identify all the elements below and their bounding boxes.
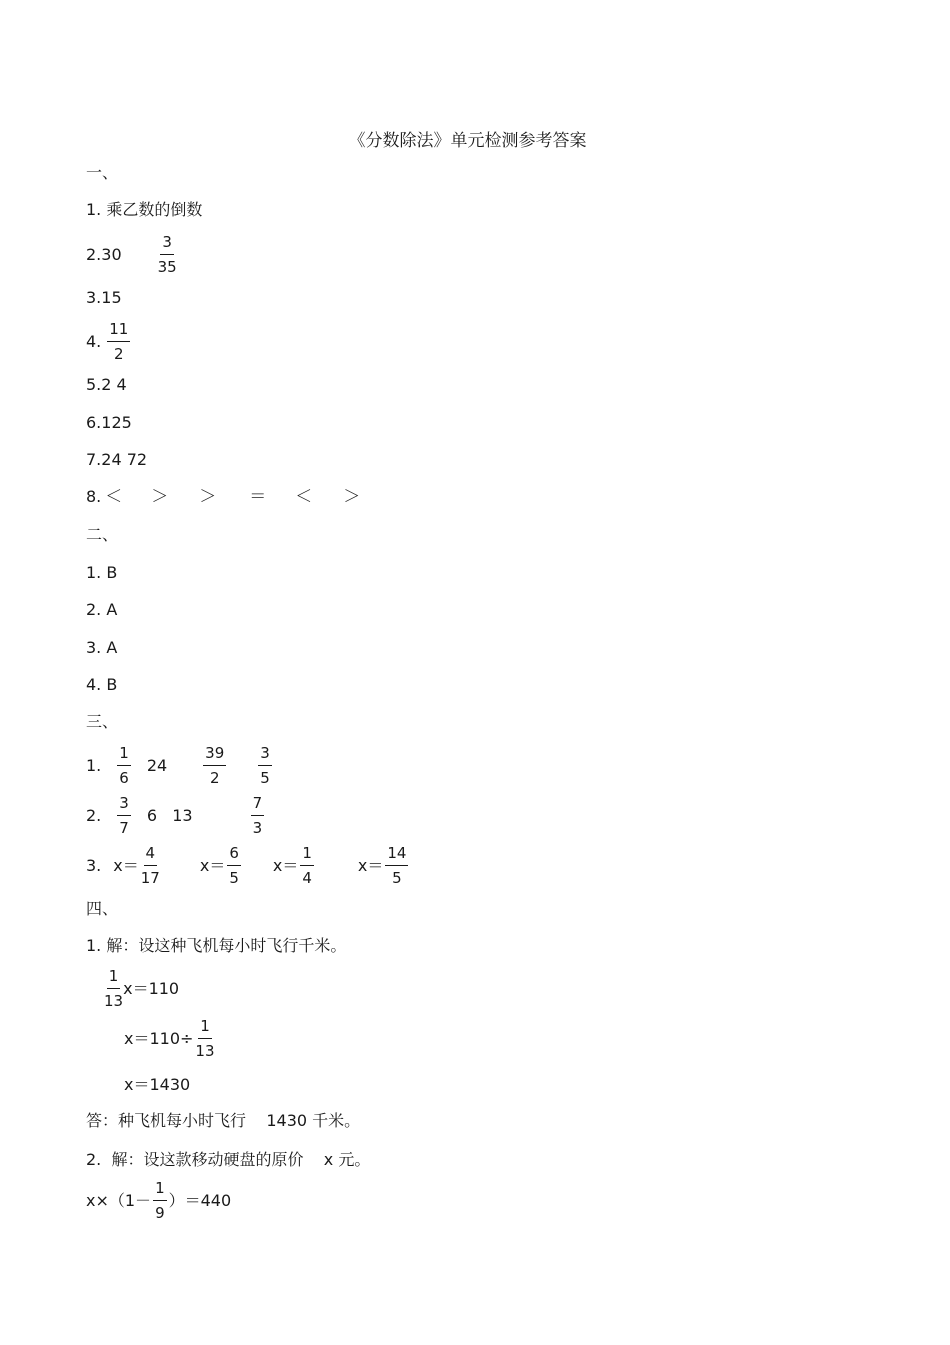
answer-1-6: 6.125 xyxy=(86,413,132,432)
answer-1-8-prefix: 8. xyxy=(86,487,102,506)
fraction-numerator: 3 xyxy=(258,745,272,766)
fraction-denominator: 5 xyxy=(229,869,239,887)
fraction-denominator: 2 xyxy=(114,345,124,363)
fraction-denominator: 7 xyxy=(119,819,129,837)
comparison-symbol: ＜ xyxy=(105,487,123,507)
answer-3-2 xyxy=(86,795,266,837)
answer-3-3 xyxy=(86,845,410,887)
fraction xyxy=(385,845,408,887)
fraction-denominator: 5 xyxy=(260,769,270,787)
fraction-numerator: 14 xyxy=(385,845,408,866)
fraction-denominator: 17 xyxy=(140,869,160,887)
answer-3-1 xyxy=(86,745,274,787)
fraction-numerator: 1 xyxy=(300,845,314,866)
fraction-numerator: 3 xyxy=(117,795,131,816)
fraction-denominator: 6 xyxy=(119,769,129,787)
problem-1-answer: 答：种飞机每小时飞行 1430 千米。 xyxy=(86,1111,361,1130)
fraction-numerator: 4 xyxy=(144,845,158,866)
fraction-denominator: 5 xyxy=(392,869,402,887)
comparison-symbol: ＞ xyxy=(199,487,217,507)
equation-text: x＝110 xyxy=(123,979,180,998)
fraction-numerator: 1 xyxy=(153,1180,167,1201)
comparison-symbol: ＝ xyxy=(249,487,267,507)
fraction-numerator: 1 xyxy=(198,1018,212,1039)
fraction-denominator: 35 xyxy=(157,258,177,276)
section-1-heading: 一、 xyxy=(86,163,119,182)
comparison-symbol: ＜ xyxy=(295,487,313,507)
answer-3-1-value: 24 xyxy=(146,756,168,775)
fraction-numerator: 7 xyxy=(251,795,265,816)
answer-1-4-prefix: 4. xyxy=(86,332,102,351)
fraction-numerator: 39 xyxy=(203,745,226,766)
comparison-symbol: ＞ xyxy=(343,487,361,507)
fraction xyxy=(195,1018,214,1060)
fraction xyxy=(158,234,177,276)
equation-text: x＝110÷ xyxy=(124,1029,194,1048)
answer-3-3-prefix: 3. xyxy=(86,856,102,875)
problem-1-equation-1 xyxy=(104,968,179,1010)
fraction xyxy=(141,845,160,887)
fraction-denominator: 13 xyxy=(195,1042,215,1060)
answer-1-2-prefix: 2.30 xyxy=(86,245,122,264)
answer-1-4 xyxy=(86,321,132,363)
answer-1-7: 7.24 72 xyxy=(86,450,148,469)
answer-2-4: 4. B xyxy=(86,675,118,694)
x-equals-label: x＝ xyxy=(272,856,299,875)
answer-3-2-prefix: 2. xyxy=(86,806,102,825)
answer-2-3: 3. A xyxy=(86,638,118,657)
answer-3-1-prefix: 1. xyxy=(86,756,102,775)
equation-text: x×（1－ xyxy=(86,1191,152,1210)
fraction-numerator: 1 xyxy=(117,745,131,766)
fraction-numerator: 3 xyxy=(160,234,174,255)
answer-1-2 xyxy=(86,234,179,276)
fraction xyxy=(107,321,130,363)
problem-2-equation xyxy=(86,1180,231,1222)
fraction xyxy=(203,745,226,787)
fraction xyxy=(251,795,265,837)
fraction xyxy=(300,845,314,887)
answer-1-5: 5.2 4 xyxy=(86,375,127,394)
fraction xyxy=(104,968,123,1010)
fraction-numerator: 6 xyxy=(227,845,241,866)
equation-text: ）＝440 xyxy=(168,1191,232,1210)
fraction xyxy=(258,745,272,787)
fraction xyxy=(227,845,241,887)
fraction-denominator: 3 xyxy=(252,819,263,837)
answer-3-2-values: 6 13 xyxy=(146,806,193,825)
section-3-heading: 三、 xyxy=(86,712,119,731)
x-equals-label: x＝ xyxy=(357,856,384,875)
problem-1-equation-3: x＝1430 xyxy=(124,1075,191,1094)
fraction-numerator: 1 xyxy=(107,968,121,989)
page-title: 《分数除法》单元检测参考答案 xyxy=(348,131,587,151)
problem-2-setup: 2. 解：设这款移动硬盘的原价 x 元。 xyxy=(86,1150,371,1169)
x-equals-label: x＝ xyxy=(113,856,139,875)
fraction-denominator: 4 xyxy=(302,869,312,887)
answer-1-8 xyxy=(86,487,360,507)
answer-1-1: 1. 乘乙数的倒数 xyxy=(86,200,203,219)
fraction xyxy=(117,745,131,787)
section-2-heading: 二、 xyxy=(86,525,119,544)
problem-1-equation-2 xyxy=(124,1018,217,1060)
answer-2-1: 1. B xyxy=(86,563,118,582)
fraction-numerator: 11 xyxy=(107,321,130,342)
fraction-denominator: 2 xyxy=(209,769,220,787)
section-4-heading: 四、 xyxy=(86,899,119,918)
fraction xyxy=(117,795,131,837)
fraction-denominator: 9 xyxy=(155,1204,165,1222)
fraction xyxy=(153,1180,167,1222)
answer-1-3: 3.15 xyxy=(86,288,122,307)
problem-1-setup: 1. 解：设这种飞机每小时飞行千米。 xyxy=(86,936,347,955)
answer-2-2: 2. A xyxy=(86,600,118,619)
fraction-denominator: 13 xyxy=(104,992,124,1010)
comparison-symbol: ＞ xyxy=(151,487,169,507)
x-equals-label: x＝ xyxy=(199,856,226,875)
